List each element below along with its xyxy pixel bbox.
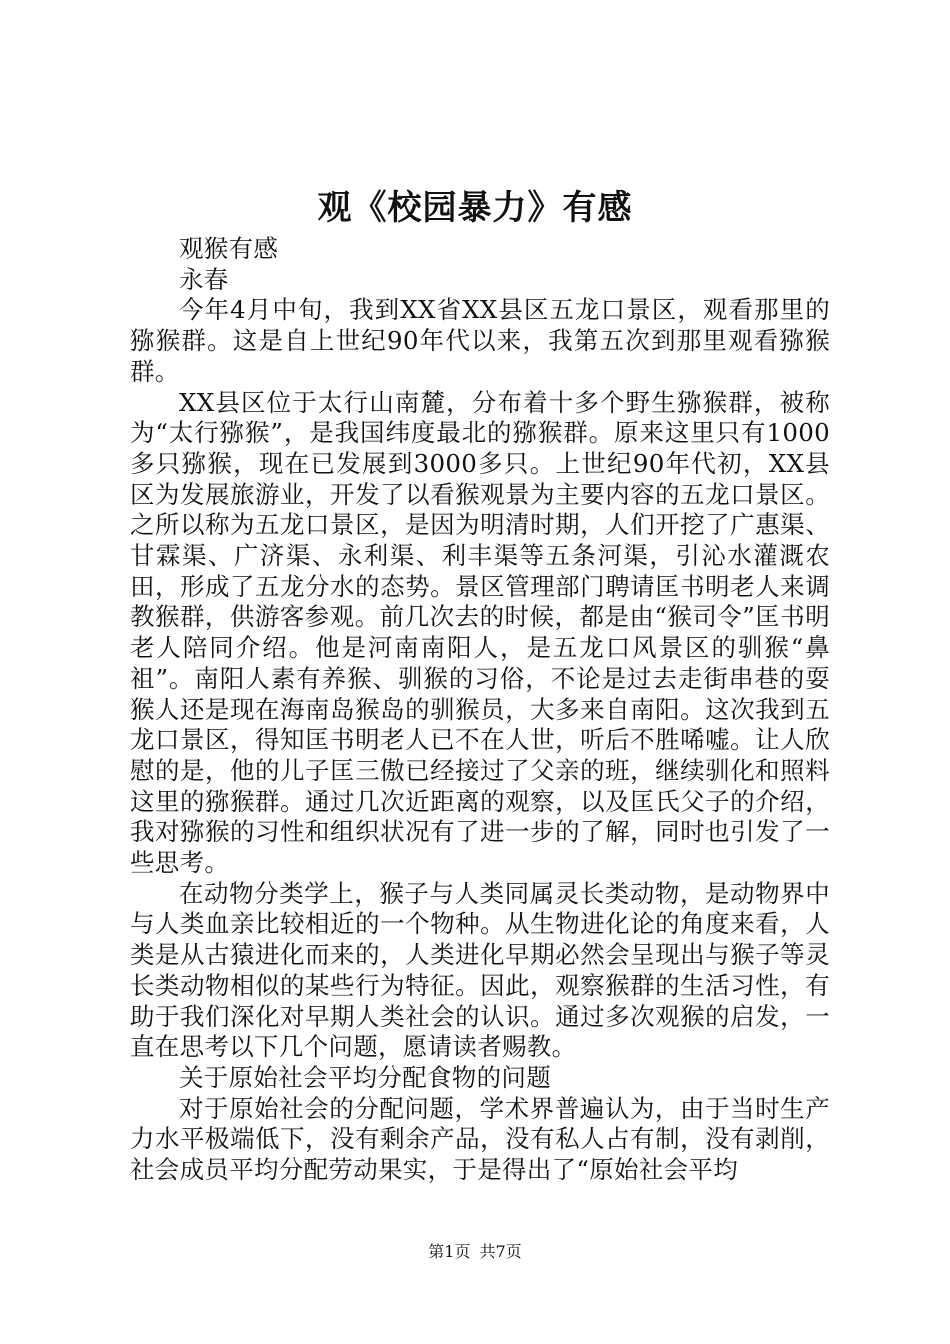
- section-heading: 关于原始社会平均分配食物的问题: [179, 1062, 551, 1092]
- document-title: 观《校园暴力》有感: [317, 188, 633, 228]
- paragraph-taxonomy: 在动物分类学上，猴子与人类同属灵长类动物，是动物界中与人类血亲比较相近的一个物种。从生物进化论的角度来看，人类是从古猿进化而来的，人类进化早期必然会呈现出与猴子等灵长类动物相似的某些行为特征。因此，观察猴群的生活习性，有助于我们深化对早期人类社会的认识。通过多次观猴的启发，一直在思考以下几个问题，愿请读者赐教。: [130, 878, 830, 1062]
- document-body: [130, 234, 830, 1186]
- paragraph-distribution: 对于原始社会的分配问题，学术界普遍认为，由于当时生产力水平极端低下，没有剩余产品，没有私人占有制，没有剥削，社会成员平均分配劳动果实，于是得出了“原始社会平均: [130, 1093, 830, 1185]
- paragraph-author: 永春: [179, 264, 229, 294]
- paragraph-intro: 今年4月中旬，我到XX省XX县区五龙口景区，观看那里的猕猴群。这是自上世纪90年代以来，我第五次到那里观看猕猴群。: [130, 295, 830, 386]
- paragraph-subtitle: 观猴有感: [179, 234, 279, 263]
- page-total: 共7页: [479, 1242, 522, 1261]
- paragraph-background: XX县区位于太行山南麓，分布着十多个野生猕猴群，被称为“太行猕猴”，是我国纬度最北的猕猴群。原来这里只有1000多只猕猴，现在已发展到3000多只。上世纪90年代初，XX县区为发展旅游业，开发了以看猴观景为主要内容的五龙口景区。之所以称为五龙口景区，是因为明清时期，人们开挖了广惠渠、甘霖渠、广济渠、永利渠、利丰渠等五条河渠，引沁水灌溉农田，形成了五龙分水的态势。景区管理部门聘请匡书明老人来调教猴群，供游客参观。前几次去的时候，都是由“猴司令”匡书明老人陪同介绍。他是河南南阳人，是五龙口风景区的驯猴“鼻祖”。南阳人素有养猴、驯猴的习俗，不论是过去走街串巷的耍猴人还是现在海南岛猴岛的驯猴员，大多来自南阳。这次我到五龙口景区，得知匡书明老人已不在人世，听后不胜唏嘘。让人欣慰的是，他的儿子匡三傲已经接过了父亲的班，继续驯化和照料这里的猕猴群。通过几次近距离的观察，以及匡氏父子的介绍，我对猕猴的习性和组织状况有了进一步的了解，同时也引发了一些思考。: [130, 387, 831, 878]
- page-number: 第1页: [428, 1242, 471, 1261]
- page-footer: [0, 1241, 950, 1263]
